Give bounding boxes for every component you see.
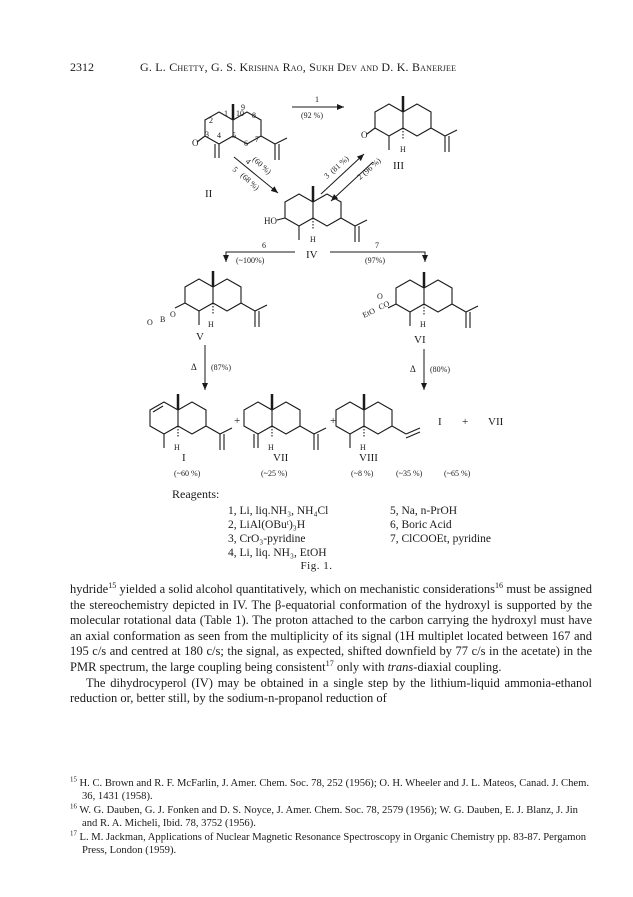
arrow-yield: (87%) [211,363,231,372]
yield-i-right: (~35 %) [396,469,423,478]
arrow-yield: (68 %) [238,170,262,193]
footnotes [70,777,592,857]
footnote [70,831,592,858]
compound-iv-structure [277,186,367,242]
arrow-step: 6 [262,241,266,250]
arrow-yield: (81 %) [328,154,351,176]
plus-sign: + [330,415,337,427]
reagents-legend [172,487,552,560]
yield-vii-right: (~65 %) [444,469,471,478]
reagent-item: 6, Boric Acid [390,519,452,531]
reagents-title: Reagents: [172,487,220,501]
atom-number: 5 [232,131,236,140]
product-vii-right: VII [488,416,504,428]
text-run: only with [333,659,388,674]
atom-number: 1 [224,109,228,118]
atom-number: 6 [244,139,248,148]
reaction-scheme [0,80,633,480]
compound-label-ii: II [205,188,213,200]
atom-label: H [400,145,406,154]
footnote-ref: 16 [494,580,504,590]
compound-iii-structure [367,96,457,152]
atom-label: O [192,138,199,148]
plus-sign: + [234,415,241,427]
yield-vii: (~25 %) [261,469,288,478]
text-run: -diaxial coupling. [413,659,502,674]
reagent-item: 1, Li, liq.NH₃, NH₄Cl [228,505,329,517]
arrow-step: 7 [375,241,379,250]
atom-label: O [147,318,153,327]
atom-number: 9 [241,103,245,112]
atom-number: 4 [217,131,221,140]
compound-label-viii: VIII [359,452,378,464]
compound-vi-structure [388,272,478,328]
compound-vii-structure [244,394,326,450]
reagents-right-column [390,504,552,560]
reagent-item: 3, CrO₃-pyridine [228,533,306,545]
body-text [70,582,592,707]
footnote-ref: 17 [325,658,334,668]
page-number: 2312 [70,60,94,74]
author-line: G. L. Chetty, G. S. Krishna Rao, Sukh Dev and D. K. Banerjee [140,60,457,74]
footnote-text: H. C. Brown and R. F. McFarlin, J. Amer. Chem. Soc. 78, 252 (1956); O. H. Wheeler and J. L. Mateos, Canad. J. Chem. 36, 1431 (1958). [76,778,589,803]
running-header [70,60,590,75]
arrow-step: 1 [315,95,319,104]
text-run-italic: trans [387,659,414,674]
heat-symbol: Δ [410,364,416,374]
compound-i-structure [150,394,232,450]
atom-label: H [420,320,426,329]
footnote [70,777,592,804]
compound-label-iii: III [393,160,404,172]
atom-number: 8 [252,111,256,120]
footnote [70,804,592,831]
atom-label: O [377,292,383,301]
paragraph [70,582,592,676]
compound-label-vii: VII [273,452,289,464]
arrow-yield: (80%) [430,365,450,374]
compound-v-structure [175,271,267,327]
atom-label: CO [377,298,391,312]
atom-label: HO [264,216,277,226]
footnote-number: 15 [70,776,77,784]
arrow-yield: (97%) [365,256,385,265]
compound-viii-structure [336,394,420,448]
footnote-number: 17 [70,830,77,838]
atom-label: H [268,443,274,452]
plus-sign: + [462,416,469,428]
atom-number: 10 [236,109,244,118]
text-run: must be assigned the stereochemistry depicted in IV. The β-equatorial conformation of the hydroxyl is supported by the molecular rotational data (Table 1). The proton attached to the carbon carrying the hydroxyl must have an axial conformation as seen from the multiplicity of its signal (1H multiplet located between 167 and 195 c/s and centred at 180 c/s; the signal, as expected, shifted downfield by 77 c/s in the acetate) in the PMR spectrum, the large coupling being consistent [70,582,592,674]
reagent-item: 7, ClCOOEt, pyridine [390,533,491,545]
reagent-item: 2, LiAl(OBuᵗ)₃H [228,519,306,531]
product-i-right: I [438,416,442,428]
arrow-step: 5 [230,164,240,175]
arrow-yield: (~100%) [236,256,265,265]
arrow-yield: (92 %) [301,111,323,120]
atom-number: 2 [209,116,213,125]
footnote-text: L. M. Jackman, Applications of Nuclear Magnetic Resonance Spectroscopy in Organic Chemistry pp. 83-87. Pergamon Press, London (1959). [76,831,587,857]
text-run: yielded a solid alcohol quantitatively, which on mechanistic considerations [116,582,495,596]
footnote-text: W. G. Dauben, G. J. Fonken and D. S. Noyce, J. Amer. Chem. Soc. 78, 2579 (1956); W. G. Dauben, E. J. Blanz, J. Jin and R. A. Micheli, Ibid. 78, 3752 (1956). [76,804,578,830]
atom-label: B [160,315,166,324]
atom-label: EtO [361,306,377,320]
arrow-step: 2 [355,172,365,182]
arrow-step: 3 [322,171,332,181]
atom-label: O [361,130,368,140]
atom-label: H [310,235,316,244]
atom-number: 3 [205,130,209,139]
compound-label-v: V [196,331,204,343]
arrow-yield: (96 %) [360,156,383,178]
arrow-yield: (60 %) [250,154,274,177]
footnote-number: 16 [70,803,77,811]
reagents-left-column [228,504,390,560]
yield-i: (~60 %) [174,469,201,478]
arrow-step: 4 [243,156,253,167]
reagent-item: 5, Na, n-PrOH [390,505,458,517]
compound-label-iv: IV [306,249,318,261]
atom-label: H [208,320,214,329]
atom-label: H [174,443,180,452]
compound-label-i: I [182,452,186,464]
yield-viii: (~8 %) [351,469,374,478]
footnote-ref: 15 [108,580,117,590]
compound-label-vi: VI [414,334,426,346]
atom-label: H [360,443,366,452]
paragraph: The dihydrocyperol (IV) may be obtained in a single step by the lithium-liquid ammonia-ethanol reduction or, better still, by the sodium-n-propanol reduction of [70,675,592,706]
text-run: hydride [70,582,109,596]
figure-caption: Fig. 1. [300,560,333,572]
reagent-item: 4, Li, liq. NH₃, EtOH [228,547,327,559]
atom-number: 7 [255,135,259,144]
heat-symbol: Δ [191,362,197,372]
atom-label: O [170,310,176,319]
